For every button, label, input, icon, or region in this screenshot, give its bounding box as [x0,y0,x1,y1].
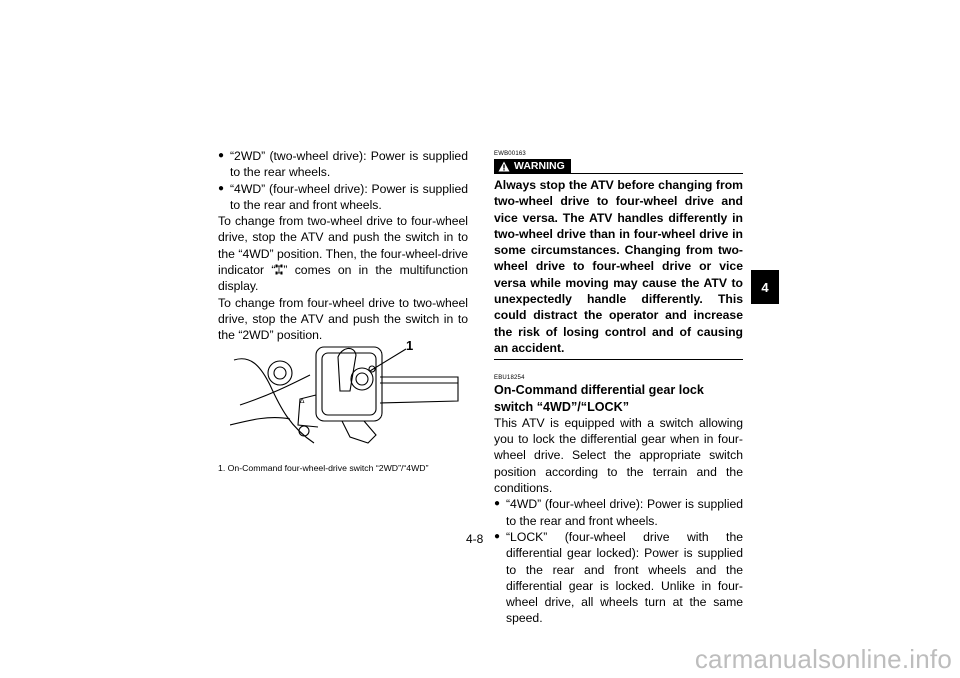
right-column [494,150,743,627]
list-item: ● “LOCK” (four-wheel drive with the differential gear locked): Power is supplied to the rear and front wheels and the differential gear is locked. Unlike in four-wheel drive, all wheels turn at the same speed. [494,529,743,626]
paragraph-change-to-2wd: To change from four-wheel drive to two-wheel drive, stop the ATV and push the switch in to the “2WD” position. [218,295,468,343]
bullet-icon: ● [494,498,501,510]
list-item: ● “4WD” (four-wheel drive): Power is supplied to the rear and front wheels. [494,497,743,528]
list-item: ● “4WD” (four-wheel drive): Power is supplied to the rear and front wheels. [218,181,468,212]
section-heading: On-Command differential gear lock switch “4WD”/“LOCK” [494,383,704,414]
figure-caption: 1. On-Command four-wheel-drive switch “2WD”/“4WD” [218,463,429,473]
chapter-tab: 4 [751,270,779,304]
warning-badge: WARNING [494,159,571,174]
bullet-icon: ● [218,182,225,194]
svg-text:∆: ∆ [300,398,305,405]
warning-end-rule [494,359,743,360]
warning-text: Always stop the ATV before changing from two-wheel drive to four-wheel drive and vice versa. The ATV handles differently in two-wheel drive than in four-wheel drive in some circumstances. Changing from two-wheel drive to four-wheel drive or vice versa while moving may cause the ATV to unexpectedly handle differently. This could distract the operator and increase the risk of losing control and of causing an accident. [494,178,743,355]
warning-header [494,159,743,174]
warning-triangle-icon [498,161,510,172]
bullet-icon: ● [494,530,501,542]
section-paragraph: This ATV is equipped with a switch allowing you to lock the differential gear when in four-wheel drive. Select the appropriate switch position according to the terrain and the conditions. [494,415,743,496]
switch-illustration [230,335,460,447]
section-code: EBU18254 [494,375,525,382]
list-item: ● “2WD” (two-wheel drive): Power is supplied to the rear wheels. [218,149,468,180]
bullet-icon: ● [218,150,225,161]
left-column [218,148,468,344]
watermark: carmanualsonline.info [694,644,952,674]
warning-code: EWB00163 [494,151,526,157]
paragraph-change-to-4wd: To change from two-wheel drive to four-wheel drive, stop the ATV and push the switch in to the “4WD” position. Then, the four-wheel-drive indicator “ ” comes on in the multifunction display. [218,214,469,294]
page-number: 4-8 [466,532,484,546]
figure-callout-number: 1 [406,338,414,353]
